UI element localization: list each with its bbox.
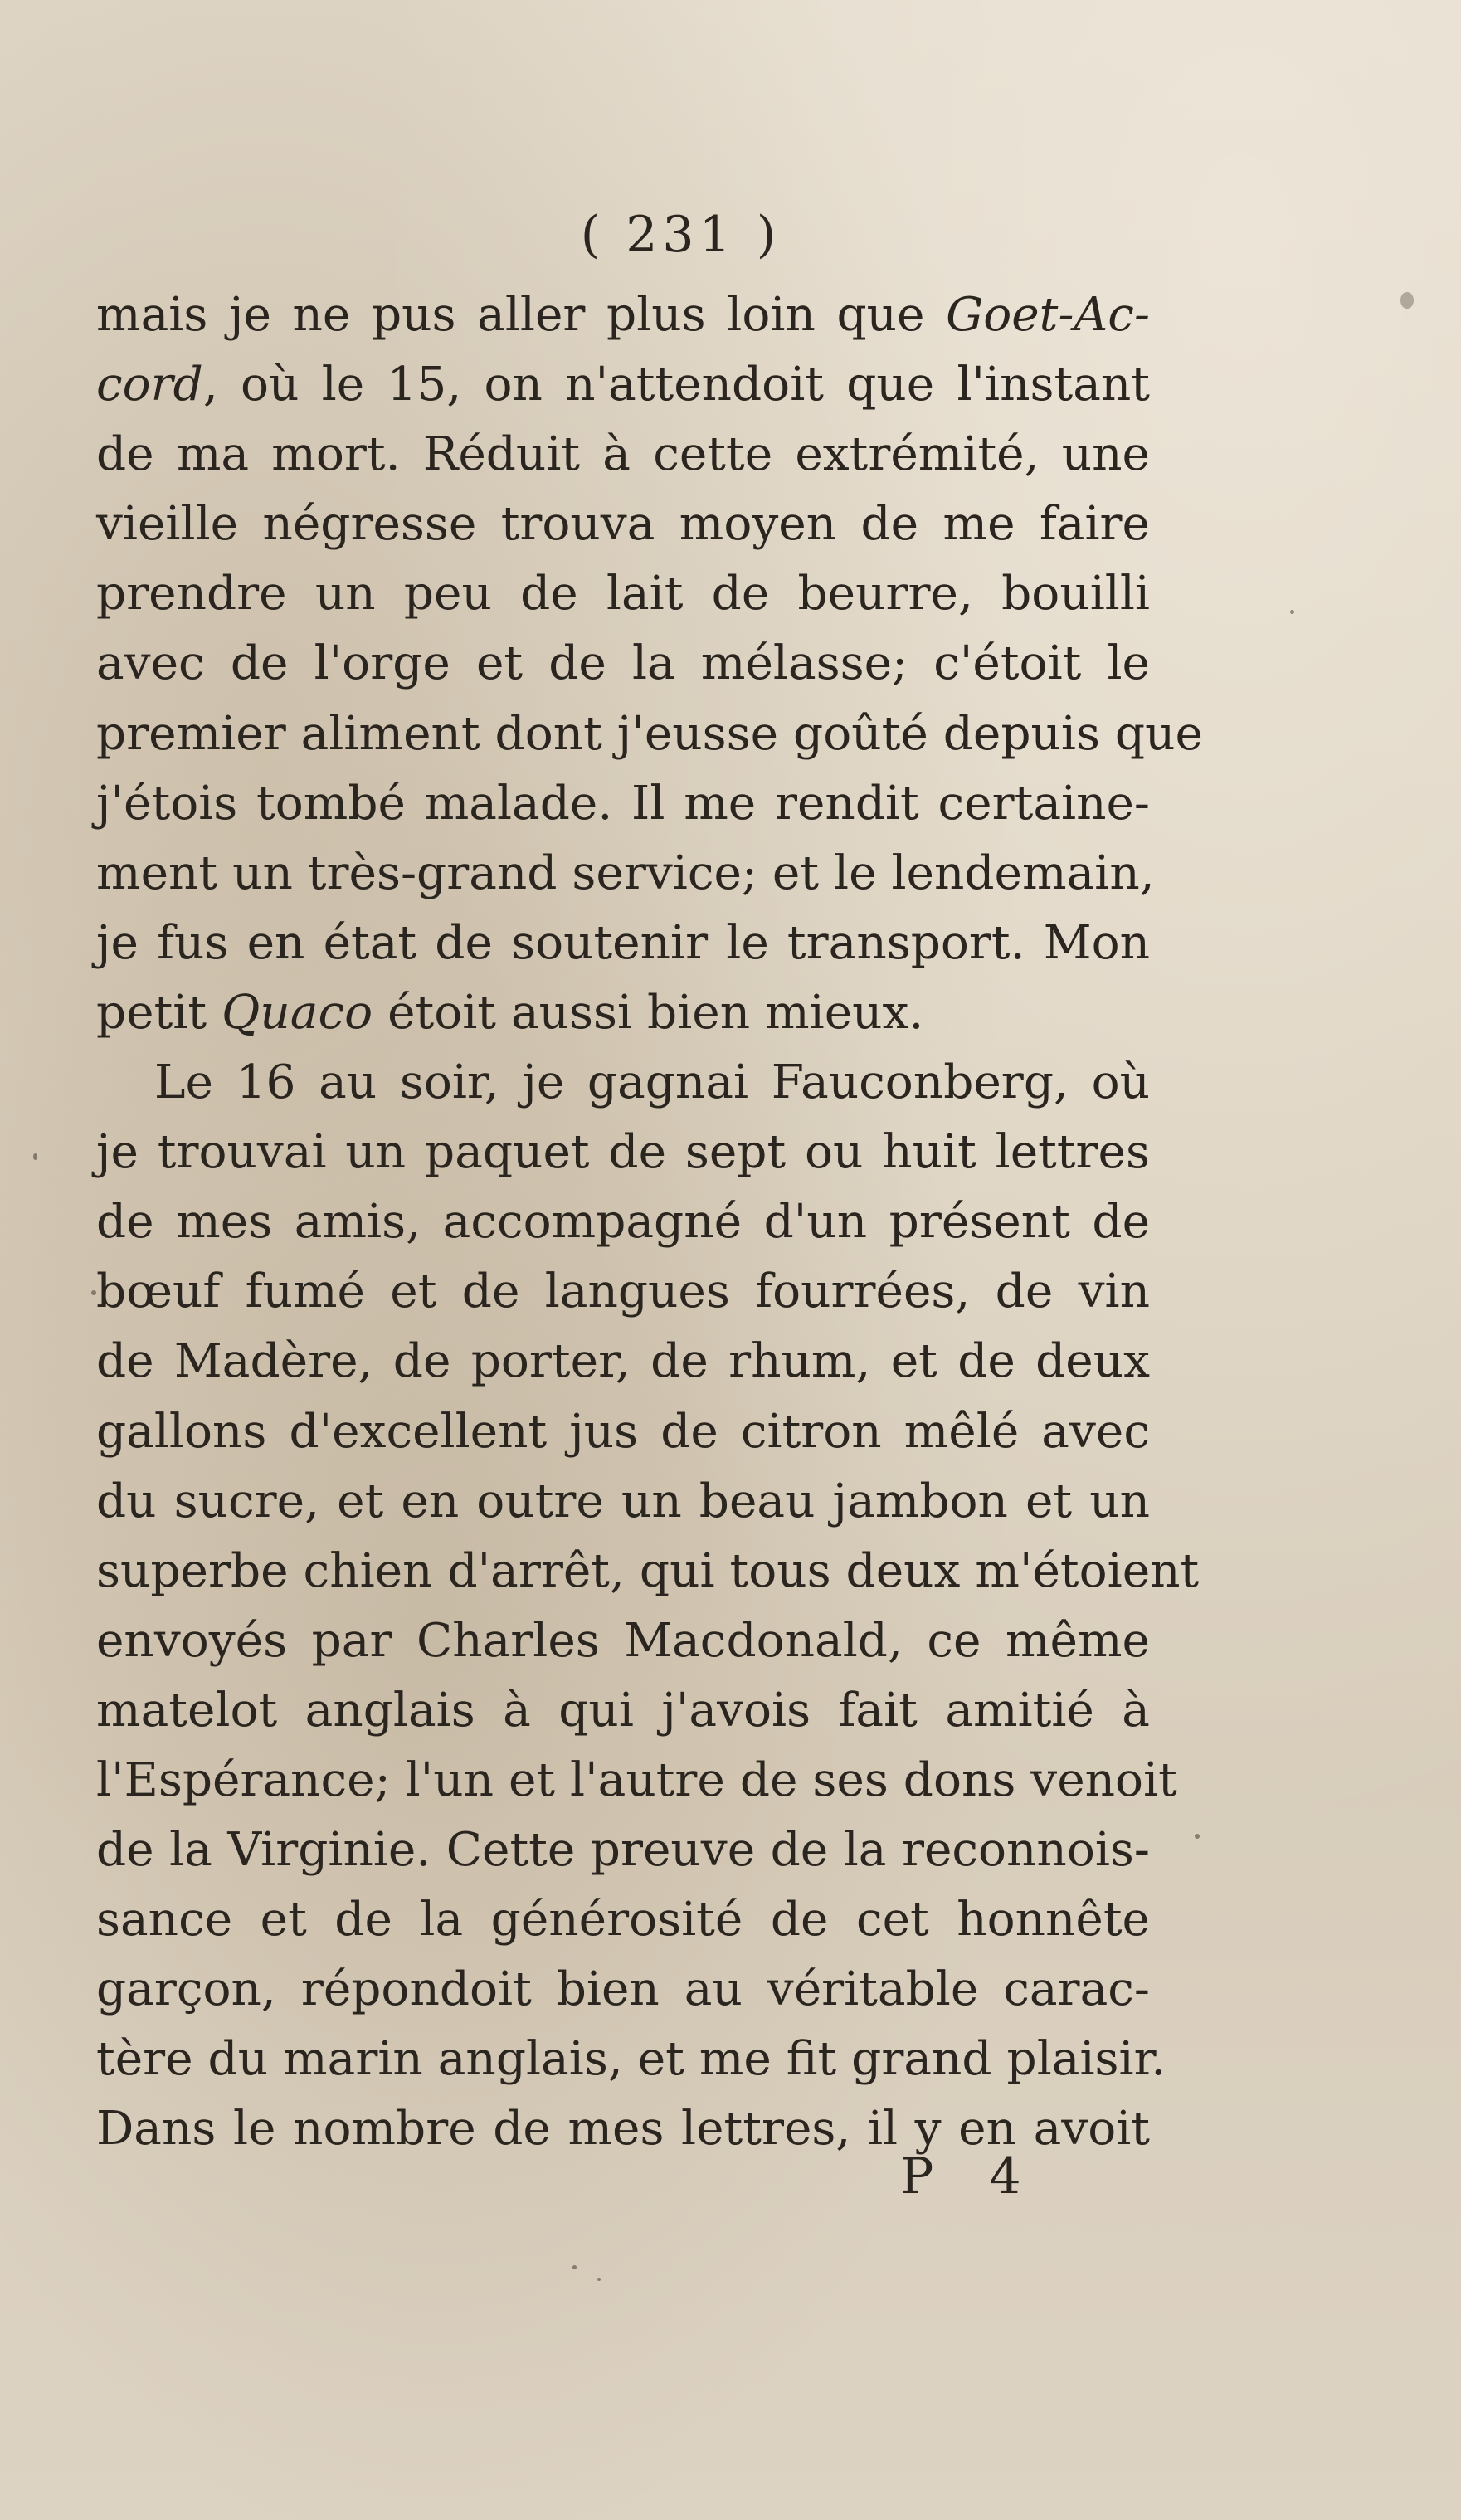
text-line-7: premier aliment dont j'eusse goûté depuis que bbox=[96, 706, 1203, 761]
text-line-15: bœuf fumé et de langues fourrées, de vin bbox=[96, 1265, 1150, 1319]
paper-speck bbox=[1290, 610, 1294, 614]
page-number: ( 231 ) bbox=[580, 206, 782, 264]
text-line-9: ment un très-grand service; et le lendemain, bbox=[96, 846, 1155, 900]
text-line-11 bbox=[96, 978, 1150, 1048]
paper-speck bbox=[1195, 1834, 1200, 1839]
paper-speck bbox=[1400, 292, 1414, 309]
text-line-26: tère du marin anglais, et me fit grand plaisir. bbox=[96, 2032, 1166, 2087]
text-line-17: gallons d'excellent jus de citron mêlé avec bbox=[96, 1404, 1150, 1459]
text-line-24: sance et de la générosité de cet honnête bbox=[96, 1893, 1150, 1947]
text-line-12: Le 16 au soir, je gagnai Fauconberg, où bbox=[154, 1055, 1150, 1110]
paper-speck bbox=[33, 1153, 37, 1160]
text-line-18: du sucre, et en outre un beau jambon et un bbox=[96, 1474, 1150, 1528]
text-line-6: avec de l'orge et de la mélasse; c'étoit le bbox=[96, 636, 1150, 691]
text-line-14: de mes amis, accompagné d'un présent de bbox=[96, 1195, 1150, 1250]
text-line-23: de la Virginie. Cette preuve de la reconnois- bbox=[96, 1823, 1150, 1878]
text-line-27: Dans le nombre de mes lettres, il y en avoit bbox=[96, 2102, 1150, 2157]
text-line-2-italic: cord bbox=[96, 358, 203, 412]
text-line-16: de Madère, de porter, de rhum, et de deux bbox=[96, 1334, 1150, 1389]
text-line-21: matelot anglais à qui j'avois fait amitié à bbox=[96, 1683, 1150, 1738]
text-line-25: garçon, répondoit bien au véritable carac- bbox=[96, 1962, 1150, 2017]
text-line-1 bbox=[96, 280, 1150, 350]
paper-speck bbox=[572, 2265, 577, 2269]
text-line-11-roman-b: étoit aussi bien mieux. bbox=[373, 985, 924, 1040]
text-line-11-roman-a: petit bbox=[96, 985, 222, 1040]
text-line-5: prendre un peu de lait de beurre, bouilli bbox=[96, 567, 1150, 621]
text-line-10: je fus en état de soutenir le transport. Mon bbox=[96, 915, 1150, 970]
text-line-3: de ma mort. Réduit à cette extrémité, une bbox=[96, 427, 1150, 482]
text-line-19: superbe chien d'arrêt, qui tous deux m'étoient bbox=[96, 1543, 1200, 1598]
page-body-text bbox=[96, 280, 1203, 2165]
text-line-2 bbox=[96, 350, 1150, 420]
text-line-1-roman: mais je ne pus aller plus loin que bbox=[96, 288, 947, 342]
text-line-4: vieille négresse trouva moyen de me faire bbox=[96, 497, 1150, 552]
signature-mark: P 4 bbox=[900, 2147, 1041, 2206]
text-line-13: je trouvai un paquet de sept ou huit lettres bbox=[96, 1125, 1150, 1180]
text-line-1-italic: Goet-Ac- bbox=[946, 288, 1150, 342]
text-line-20: envoyés par Charles Macdonald, ce même bbox=[96, 1613, 1150, 1668]
paper-speck bbox=[597, 2278, 601, 2281]
text-line-22: l'Espérance; l'un et l'autre de ses dons venoit bbox=[96, 1752, 1177, 1807]
text-line-11-italic: Quaco bbox=[222, 985, 373, 1040]
text-line-2-roman: , où le 15, on n'attendoit que l'instant bbox=[202, 358, 1150, 412]
paper-speck bbox=[91, 1290, 96, 1295]
text-line-8: j'étois tombé malade. Il me rendit certaine- bbox=[96, 776, 1150, 831]
